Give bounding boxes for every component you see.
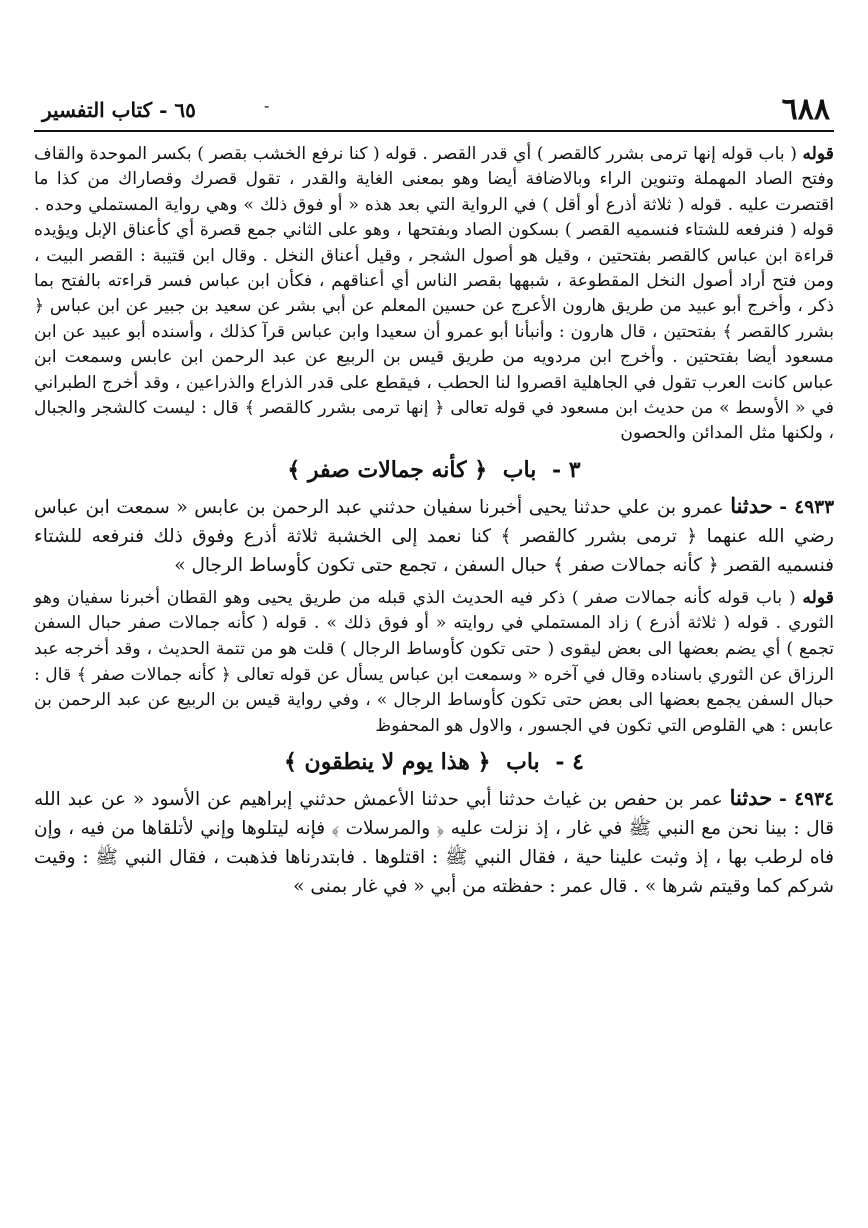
commentary-text: ( باب قوله كأنه جمالات صفر ) ذكر فيه الحديث الذي قبله من طريق يحيى وهو القطان أخبرنا سفيان وهو الثوري . قوله ( ثلاثة أذرع ) زاد المستملي في روايته « أو فوق ذلك » . قوله ( كأنه جمالات صفر حبال السفن تجمع ) أي يضم بعضها الى بعض ليقوى ( حتى تكون كأوساط الرجال ) قلت هو من تتمة الحديث ، وقد أخرجه عبد الرزاق عن الثوري باسناده وقال في آخره « وسمعت ابن عباس يسأل عن قوله تعالى ﴿ كأنه جمالات صفر ﴾ قال : حبال السفن يجمع بعضها الى بعض حتى تكون كأوساط الرجال » ، وفي رواية قيس بن الربيع عن عبد الرحمن بن عابس : هي القلوص التي تكون في الجسور ، والاول هو المحفوظ <box>34 587 834 736</box>
commentary-paragraph-1 <box>34 142 834 447</box>
commentary-lead: قوله <box>802 144 834 164</box>
commentary-text: ( باب قوله إنها ترمى بشرر كالقصر ) أي قدر القصر . قوله ( كنا نرفع الخشب بقصر ) بكسر الموحدة والقاف وفتح الصاد المهملة وتنوين الراء وبالاضافة أيضا وهو بمعنى الغاية والقدر ، تقول قصرك وقصاراك من كذا ما اقتصرت عليه . قوله ( ثلاثة أذرع أو أقل ) في الرواية التي بعد هذه « أو فوق ذلك » وهي رواية المستملي وحده . قوله ( فنرفعه للشتاء فنسميه القصر ) بسكون الصاد وبفتحها ، وهو على الثاني جمع قصرة أي كأعناق الإبل ويؤيده قراءة ابن عباس كالقصر بفتحتين ، وقيل هو أصول الشجر ، وقيل أعناق النخل . وقال ابن قتيبة : القصر البيت ، ومن فتح أراد أصول النخل المقطوعة ، شبهها بقصر الناس أي أعناقهم ، فكأن ابن عباس فسر قراءته بالفتح بما ذكر ، وأخرج أبو عبيد من طريق هارون الأعرج عن حسين المعلم عن أبي بشر عن سعيد بن جبير عن ابن عباس ﴿ بشرر كالقصر ﴾ بفتحتين ، قال هارون : وأنبأنا أبو عمرو أن سعيدا وابن عباس قرآ كذلك ، وأسنده أبو عبيد عن ابن مسعود أيضا بفتحتين . وأخرج ابن مردويه من طريق قيس بن الربيع عن عبد الرحمن ابن عابس وسمعت ابن عباس كانت العرب تقول في الجاهلية اقصروا لنا الحطب ، فيقطع على قدر الذراع والذراعين ، وقد أخرج الطبراني في « الأوسط » من حديث ابن مسعود في قوله تعالى ﴿ إنها ترمى بشرر كالقصر ﴾ قال : ليست كالشجر والجبال ، ولكنها مثل المدائن والحصون <box>34 144 834 444</box>
page-header <box>34 90 834 132</box>
commentary-paragraph-2 <box>34 586 834 740</box>
chapter-heading-3 <box>34 457 834 483</box>
header-mark: - <box>264 96 270 115</box>
hadith-4933 <box>34 491 834 580</box>
chapter-heading-4 <box>34 749 834 775</box>
chapter-word: باب <box>502 456 537 483</box>
hadith-text: عمر بن حفص بن غياث حدثنا أبي حدثنا الأعمش حدثني إبراهيم عن الأسود « عن عبد الله قال : بينا نحن مع النبي ﷺ في غار ، إذ نزلت عليه ﴿ والمرسلات ﴾ فإنه ليتلوها وإني لأتلقاها من فيه ، وإن فاه لرطب بها ، إذ وثبت علينا حية ، فقال النبي ﷺ : اقتلوها . فابتدرناها فذهبت ، فقال النبي ﷺ : وقيت شركم كما وقيتم شرها » . قال عمر : حفظته من أبي « في غار بمنى » <box>34 789 834 898</box>
commentary-lead: قوله <box>802 587 835 608</box>
hadith-text: عمرو بن علي حدثنا يحيى أخبرنا سفيان حدثني عبد الرحمن بن عابس « سمعت ابن عباس رضي الله عنهما ﴿ ترمى بشرر كالقصر ﴾ كنا نعمد إلى الخشبة ثلاثة أذرع وفوق ذلك فنرفعه للشتاء فنسميه القصر ﴿ كأنه جمالات صفر ﴾ حبال السفن ، تجمع حتى تكون كأوساط الرجال » <box>34 496 834 576</box>
page-number: ٦٨٨ <box>781 92 830 127</box>
hadith-number: ٤٩٣٣ - <box>779 496 835 518</box>
chapter-number: ٤ - <box>555 749 584 776</box>
chapter-word: باب <box>506 749 540 776</box>
chapter-title: ﴿ هذا يوم لا ينطقون ﴾ <box>284 749 491 776</box>
hadith-haddathana: حدثنا <box>730 492 773 518</box>
chapter-title: ﴿ كأنه جمالات صفر ﴾ <box>287 456 488 483</box>
hadith-4934 <box>34 783 834 901</box>
chapter-number: ٣ - <box>552 456 581 483</box>
running-title: ٦٥ - كتاب التفسير <box>42 98 196 122</box>
hadith-number: ٤٩٣٤ - <box>779 789 834 811</box>
hadith-haddathana: حدثنا <box>729 785 773 811</box>
book-page <box>34 90 834 907</box>
